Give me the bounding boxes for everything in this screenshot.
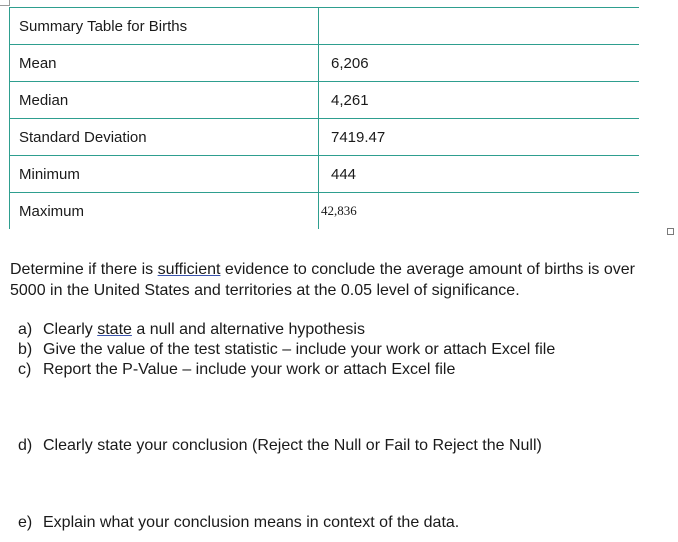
list-item [18, 320, 555, 340]
question-part-e [18, 513, 459, 533]
row-label-maximum: Maximum [10, 193, 319, 230]
part-b-text: Give the value of the test statistic – include your work or attach Excel file [43, 341, 556, 358]
list-item [18, 513, 459, 533]
part-a-text: Clearly state a null and alternative hypothesis [43, 321, 365, 338]
summary-table [9, 7, 639, 229]
question-text-end: evidence to conclude the average amount of births is over 5000 in the United States and territories at the 0.05 level of significance. [10, 261, 635, 299]
list-item [18, 436, 542, 456]
resize-handle[interactable] [667, 228, 674, 235]
row-value-maximum: 42,836 [319, 193, 640, 230]
table-title: Summary Table for Births [10, 8, 319, 45]
row-value-mean: 6,206 [319, 45, 640, 82]
row-label-minimum: Minimum [10, 156, 319, 193]
row-label-median: Median [10, 82, 319, 119]
row-label-std-dev: Standard Deviation [10, 119, 319, 156]
question-paragraph [10, 259, 650, 301]
question-part-d [18, 436, 542, 456]
part-e-letter: e) [18, 514, 33, 531]
question-text-start: Determine if there is [10, 261, 158, 278]
table-row [10, 193, 640, 230]
part-d-text: Clearly state your conclusion (Reject the Null or Fail to Reject the Null) [43, 437, 542, 454]
table-row [10, 82, 640, 119]
part-a-underlined-word: state [97, 321, 132, 338]
row-label-mean: Mean [10, 45, 319, 82]
table-row [10, 156, 640, 193]
part-b-letter: b) [18, 341, 33, 358]
question-parts-list [18, 320, 555, 380]
corner-mark [0, 0, 10, 6]
row-value-std-dev: 7419.47 [319, 119, 640, 156]
table-row [10, 119, 640, 156]
list-item [18, 340, 555, 360]
part-c-letter: c) [18, 361, 32, 378]
row-value-minimum: 444 [319, 156, 640, 193]
part-d-letter: d) [18, 437, 33, 454]
question-underlined-word: sufficient [157, 261, 221, 278]
table-row [10, 45, 640, 82]
table-header-value [319, 8, 640, 45]
part-c-text: Report the P-Value – include your work or attach Excel file [43, 361, 456, 378]
part-e-text: Explain what your conclusion means in context of the data. [43, 514, 460, 531]
list-item [18, 360, 555, 380]
table-header-row [10, 8, 640, 45]
row-value-median: 4,261 [319, 82, 640, 119]
part-a-letter: a) [18, 321, 33, 338]
